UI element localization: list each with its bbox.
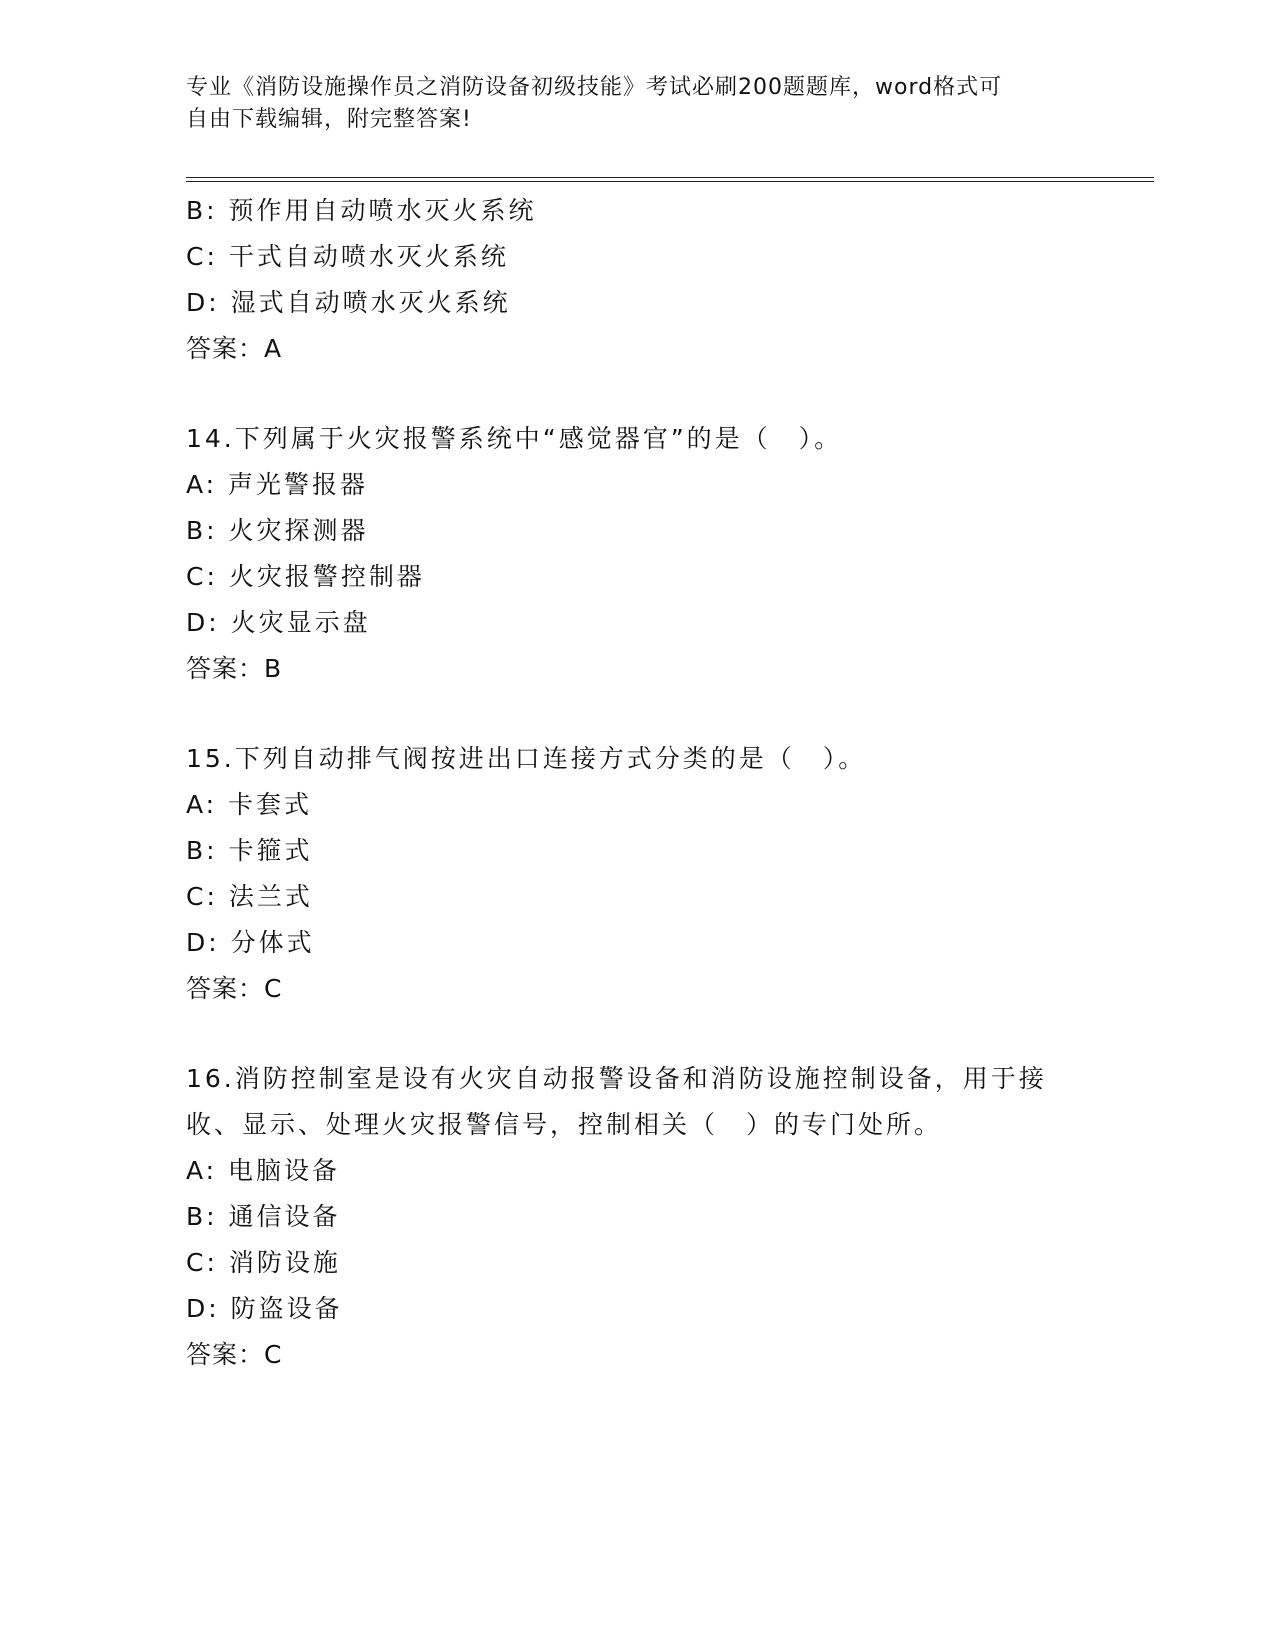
answer: 答案：B bbox=[186, 654, 283, 683]
option-b: B: 卡箍式 bbox=[186, 836, 313, 865]
question-stem: 14.下列属于火灾报警系统中“感觉器官”的是（ ）。 bbox=[186, 424, 843, 453]
question-list bbox=[186, 188, 1086, 1378]
option-c: C: 法兰式 bbox=[186, 882, 313, 911]
question-stem-line-2: 收、显示、处理火灾报警信号，控制相关（ ）的专门处所。 bbox=[186, 1110, 943, 1139]
question-stem: 15.下列自动排气阀按进出口连接方式分类的是（ ）。 bbox=[186, 744, 867, 773]
spacer bbox=[186, 1012, 1086, 1056]
answer: 答案：A bbox=[186, 334, 283, 363]
question-16 bbox=[186, 1056, 1086, 1378]
option-a: A: 声光警报器 bbox=[186, 470, 369, 499]
option-d: D: 湿式自动喷水灭火系统 bbox=[186, 288, 511, 317]
header-line-2: 自由下载编辑，附完整答案! bbox=[186, 107, 472, 132]
spacer bbox=[186, 692, 1086, 736]
answer: 答案：C bbox=[186, 974, 283, 1003]
question-14 bbox=[186, 416, 1086, 692]
option-d: D: 防盗设备 bbox=[186, 1294, 343, 1323]
spacer bbox=[186, 372, 1086, 416]
option-a: A: 卡套式 bbox=[186, 790, 313, 819]
option-a: A: 电脑设备 bbox=[186, 1156, 341, 1185]
header-divider-top bbox=[186, 177, 1154, 178]
answer: 答案：C bbox=[186, 1340, 283, 1369]
option-b: B: 通信设备 bbox=[186, 1202, 341, 1231]
option-d: D: 火灾显示盘 bbox=[186, 608, 371, 637]
document-header bbox=[186, 72, 1086, 136]
option-b: B: 火灾探测器 bbox=[186, 516, 369, 545]
option-b: B: 预作用自动喷水灭火系统 bbox=[186, 196, 537, 225]
header-divider-bottom bbox=[186, 181, 1154, 182]
question-13 bbox=[186, 188, 1086, 372]
question-stem-line-1: 16.消防控制室是设有火灾自动报警设备和消防设施控制设备，用于接 bbox=[186, 1064, 1047, 1093]
option-d: D: 分体式 bbox=[186, 928, 315, 957]
header-line-1: 专业《消防设施操作员之消防设备初级技能》考试必刷200题题库，word格式可 bbox=[186, 75, 1003, 100]
option-c: C: 干式自动喷水灭火系统 bbox=[186, 242, 509, 271]
option-c: C: 消防设施 bbox=[186, 1248, 341, 1277]
option-c: C: 火灾报警控制器 bbox=[186, 562, 425, 591]
question-15 bbox=[186, 736, 1086, 1012]
